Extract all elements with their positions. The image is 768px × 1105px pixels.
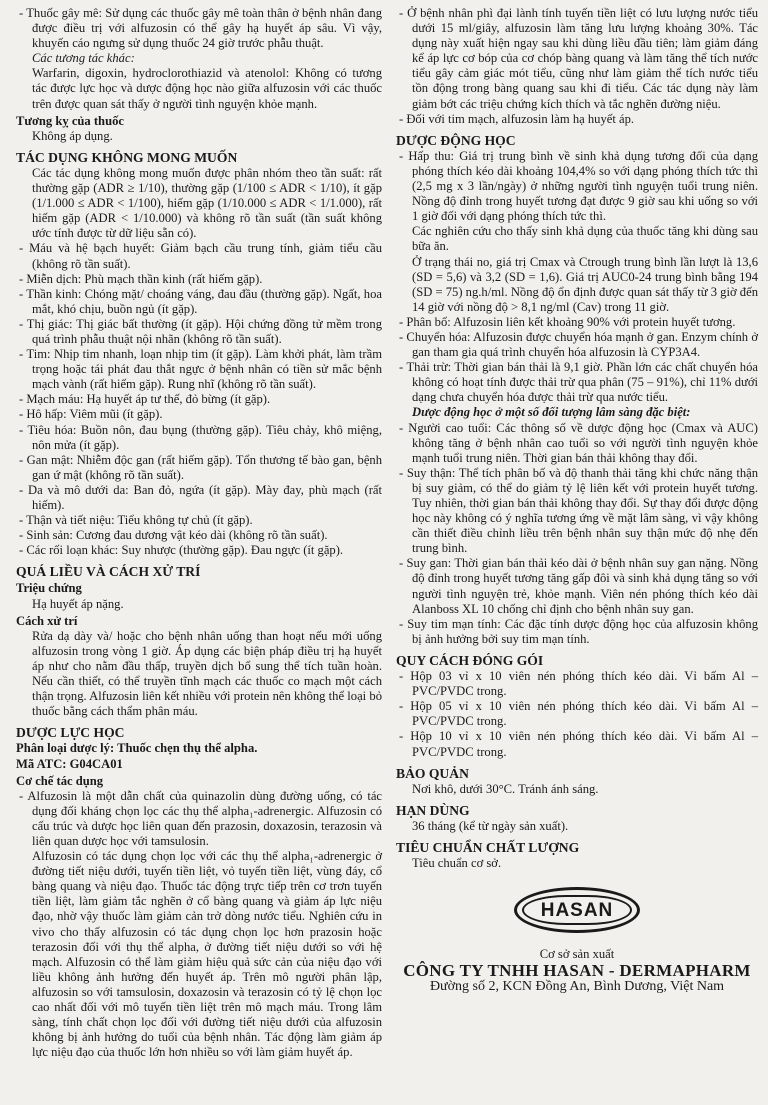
adverse-item: - Hô hấp: Viêm mũi (ít gặp). [19,407,163,422]
adverse-item: - Miễn dịch: Phù mạch thần kinh (rất hiếm gặp). [19,271,263,286]
manufacturer-label: Cơ sở sản xuất [539,947,615,962]
mechanism-paragraph-2: Alfuzosin có tác dụng chọn lọc với các thụ thể alpha₁-adrenergic ở đường tiết niệu dưới, tuyến tiền liệt, vỏ tuyến tiền liệt, vùng đáy, cổ bàng quang và niệu đạo. Thuốc tác động trực tiếp trên cơ trơn tuyến tiền liệt, làm giảm tắc nghẽn ở cổ bàng quang và giảm áp lực niệu đạo, nhờ vậy thuốc làm giảm cản trở dòng nước tiểu. Nghiên cứu in vivo cho thấy alfuzosin có tác dụng chọn lọc hơn prazosin hoặc terazosin đối với thụ thể alpha, ở đường tiết niệu dưới so với hệ mạch. Alfuzosin có thể làm giảm hiệu quả sức cản của niệu đạo với liều không ảnh hưởng đến huyết áp. Trên mô người phân lập, alfuzosin so với tamsulosin, doxazosin và terazosin có tỷ lệ chọn lọc cao nhất đối với mô tuyến tiền liệt trên mô mạch máu. Trong lâm sàng, tính chất chọn lọc đối với đường tiết niệu dưới của alfuzosin không bị ảnh hưởng do tuổi của bệnh nhân. Tác động làm giảm áp lực niệu đạo của thuốc lớn hơn nhiều so với làm giảm huyết áp. [32,849,382,1060]
warfarin-paragraph: Warfarin, digoxin, hydroclorothiazid và atenolol: Không có tương tác được lực học và dược động học nào giữa alfuzosin với các thuốc trên được quan sát thấy ở người tình nguyện khỏe mạnh. [32,66,382,111]
cardio-paragraph: - Đối với tim mạch, alfuzosin làm hạ huyết áp. [399,111,635,126]
special-populations-label: Dược động học ở một số đối tượng lâm sàng đặc biệt: [412,405,691,420]
pharmacologic-class: Phân loại dược lý: Thuốc chẹn thụ thể alpha. [16,741,258,756]
manufacturer-block [396,947,758,994]
logo-text: HASAN [522,895,632,925]
quality-standard-text: Tiêu chuẩn cơ sở. [412,856,502,871]
logo-area [396,887,758,937]
packaging-item: - Hộp 05 vỉ x 10 viên nén phóng thích kéo dài. Vỉ bấm Al – PVC/PVDC trong. [399,699,758,729]
mechanism-paragraph-1: - Alfuzosin là một dẫn chất của quinazolin dùng đường uống, có tác dụng đối kháng chọn lọc các thụ thể alpha₁-adrenergic. Alfuzosin có cấu trúc và dược học liên quan đến prazosin, doxazosin, terazosin và liên quan dược học với tamsulosin. [19,788,382,848]
renal-impairment-paragraph: - Suy thận: Thể tích phân bố và độ thanh thải tăng khi chức năng thận bị suy giảm, có thể do giảm tỷ lệ liên kết với protein huyết tương. Tuy nhiên, thời gian bán thải không thay đổi. Sự thay đổi được động học này không có ý nghĩa tương ứng về mặt lâm sàng, vì vậy không cần thiết điều chỉnh liều trên bệnh nhân suy thận mức độ nhẹ đến trung bình. [399,465,758,556]
metabolism-paragraph: - Chuyển hóa: Alfuzosin được chuyển hóa mạnh ở gan. Enzym chính ở gan tham gia quá trình chuyển hóa alfuzosin là CYP3A4. [399,329,758,360]
hasan-logo [514,887,640,933]
adverse-effects-list [16,241,382,558]
anesthetics-paragraph: - Thuốc gây mê: Sử dụng các thuốc gây mê toàn thân ở bệnh nhân đang được điều trị với alfuzosin có thể gây hạ huyết áp sâu. Vì vậy, khuyến cáo ngưng sử dụng thuốc 24 giờ trước phẫu thuật. [19,6,382,51]
bph-flow-paragraph: - Ở bệnh nhân phì đại lành tính tuyến tiền liệt có lưu lượng nước tiểu dưới 15 ml/giây, alfuzosin làm tăng lưu lượng khoảng 30%. Tác dụng này xuất hiện ngay sau khi dùng liều đầu tiên; làm giảm đáng kể áp lực cơ bóp của cơ chóp bàng quang và làm tăng thể tích nước tiểu gây cảm giác mót tiểu, cũng như làm giảm thể tích nước tiểu tồn động trong bàng quang sau khi đi tiểu. Các tác dụng này làm giảm bớt các triệu chứng kích thích và tắc nghẽn đường niệu. [399,6,758,111]
packaging-item: - Hộp 10 vỉ x 10 viên nén phóng thích kéo dài. Vỉ bấm Al – PVC/PVDC trong. [399,729,758,759]
adverse-item: - Thận và tiết niệu: Tiểu không tự chủ (ít gặp). [19,513,253,528]
pharmacokinetics-heading: DƯỢC ĐỘNG HỌC [396,132,516,148]
mechanism-heading: Cơ chế tác dụng [16,773,104,788]
packaging-item: - Hộp 03 vỉ x 10 viên nén phóng thích kéo dài. Vỉ bấm Al – PVC/PVDC trong. [399,669,758,699]
elimination-paragraph: - Thải trừ: Thời gian bán thải là 9,1 giờ. Phần lớn các chất chuyển hóa không có hoạt tính được thải trừ qua phân (75 – 91%), chỉ 11% dưới dạng chưa chuyển hóa được thải trừ qua nước tiểu. [399,360,758,405]
adverse-item: - Da và mô dưới da: Ban đỏ, ngứa (ít gặp). Mày đay, phù mạch (rất hiếm). [19,482,382,512]
storage-heading: BẢO QUẢN [396,765,469,781]
symptoms-heading: Triệu chứng [16,581,82,596]
atc-code: Mã ATC: G04CA01 [16,756,123,771]
left-column [16,6,382,1060]
symptoms-text: Hạ huyết áp nặng. [32,596,124,611]
quality-standard-heading: TIÊU CHUẨN CHẤT LƯỢNG [396,839,580,855]
storage-text: Nơi khô, dưới 30°C. Tránh ánh sáng. [412,781,599,796]
fed-state-paragraph: Ở trạng thái no, giá trị Cmax và Ctrough trung bình lần lượt là 13,6 (SD = 5,6) và 3,2 (SD = 1,6). Giá trị AUC0-24 trung bình bằng 194 (SD = 75) ng.h/ml. Nồng độ ổn định được quan sát thấy từ 3 giờ đến 14 giờ với nồng độ > 8,1 ng/ml (Cav) trong 11 giờ. [412,254,758,314]
adverse-frequency-paragraph: Các tác dụng không mong muốn được phân nhóm theo tần suất: rất thường gặp (ADR ≥ 1/10), thường gặp (1/100 ≤ ADR < 1/10), ít gặp (1/1.000 ≤ ADR < 1/100), hiếm gặp (1/10.000 ≤ ADR < 1/1.000), rất hiếm gặp (ADR < 1/10.000) và không rõ tần suất (tần suất không ước tính được từ dữ liệu sẵn có). [32,165,382,241]
adverse-item: - Thị giác: Thị giác bất thường (ít gặp). Hội chứng đồng tử mềm trong quá trình phẫu thuật nội nhãn (không rõ tần suất). [19,316,382,346]
packaging-heading: QUY CÁCH ĐÓNG GÓI [396,652,544,668]
treatment-heading: Cách xử trí [16,613,78,628]
pharmacodynamics-heading: DƯỢC LỰC HỌC [16,725,125,741]
overdose-heading: QUÁ LIỀU VÀ CÁCH XỬ TRÍ [16,564,201,580]
manufacturer-address: Đường số 2, KCN Đồng An, Bình Dương, Việt Nam [429,979,725,995]
incompatibility-heading: Tương kỵ của thuốc [16,113,124,128]
other-interactions-label: Các tương tác khác: [32,51,135,66]
heart-failure-paragraph: - Suy tim mạn tính: Các đặc tính dược động học của alfuzosin không bị ảnh hưởng bởi suy tim mạn tính. [399,616,758,646]
adverse-item: - Máu và hệ bạch huyết: Giảm bạch cầu trung tính, giảm tiểu cầu (không rõ tần suất). [19,241,382,271]
adverse-item: - Thần kinh: Chóng mặt/ choáng váng, đau đầu (thường gặp). Ngất, hoa mắt, khó chịu, buồn ngủ (ít gặp). [19,286,382,316]
absorption-paragraph: - Hấp thu: Giá trị trung bình về sinh khả dụng tương đối của dạng phóng thích kéo dài khoảng 104,4% so với dạng phóng thích tức thì (2,5 mg x 3 lần/ngày) ở những người tình nguyện tuổi trung niên. Nồng độ đỉnh trong huyết tương đạt được 9 giờ sau khi uống so với 1 giờ đối với dạng phóng thích tức thì. [399,148,758,224]
elderly-paragraph: - Người cao tuổi: Các thông số về dược động học (Cmax và AUC) không tăng ở bệnh nhân cao tuổi so với người tình nguyện khỏe mạnh tuổi trung niên. Thời gian bán thải không thay đổi. [399,420,758,465]
manufacturer-name: CÔNG TY TNHH HASAN - DERMAPHARM [403,961,751,981]
adverse-item: - Mạch máu: Hạ huyết áp tư thế, đỏ bừng (ít gặp). [19,392,271,407]
adverse-item: - Tiêu hóa: Buồn nôn, đau bụng (thường gặp). Tiêu chảy, khô miệng, nôn mửa (ít gặp). [19,422,382,452]
food-effect-paragraph: Các nghiên cứu cho thấy sinh khả dụng của thuốc tăng khi dùng sau bữa ăn. [412,224,758,254]
treatment-text: Rửa dạ dày và/ hoặc cho bệnh nhân uống than hoạt nếu mới uống alfuzosin trong vòng 1 giờ. Áp dụng các biện pháp điều trị hạ huyết áp như cho nằm đầu thấp, truyền dịch bổ sung thể tích tuần hoàn. Nếu cần thiết, có thể truyền tĩnh mạch các thuốc co mạch một cách thận trọng. Alfuzosin liên kết nhiều với protein nên không thể loại bỏ thuốc bằng cách thẩm phân máu. [32,628,382,719]
incompatibility-text: Không áp dụng. [32,128,113,143]
hepatic-impairment-paragraph: - Suy gan: Thời gian bán thải kéo dài ở bệnh nhân suy gan nặng. Nồng độ đỉnh trong huyết tương tăng gấp đôi và sinh khả dụng tăng so với người tình nguyện trẻ, khỏe mạnh. Viên nén phóng thích kéo dài Alanboss XL 10 chống chỉ định cho bệnh nhân suy gan. [399,556,758,616]
shelf-life-text: 36 tháng (kể từ ngày sản xuất). [412,818,569,833]
adverse-item: - Tim: Nhịp tim nhanh, loạn nhịp tim (ít gặp). Làm khởi phát, làm trầm trọng hoặc tái phát đau thắt ngực ở bệnh nhân có tiền sử mắc bệnh mạch vành (rất hiếm gặp). Rung nhĩ (không rõ tần suất). [19,347,382,392]
shelf-life-heading: HẠN DÙNG [396,802,470,818]
right-column [396,6,758,995]
distribution-paragraph: - Phân bố: Alfuzosin liên kết khoảng 90% với protein huyết tương. [399,314,736,329]
adverse-item: - Các rối loạn khác: Suy nhược (thường gặp). Đau ngực (ít gặp). [19,543,344,558]
adverse-item: - Gan mật: Nhiễm độc gan (rất hiếm gặp). Tổn thương tế bào gan, bệnh gan ứ mật (không rõ tần suất). [19,452,382,482]
adverse-effects-heading: TÁC DỤNG KHÔNG MONG MUỐN [16,149,238,165]
adverse-item: - Sinh sản: Cương đau dương vật kéo dài (không rõ tần suất). [19,528,328,543]
